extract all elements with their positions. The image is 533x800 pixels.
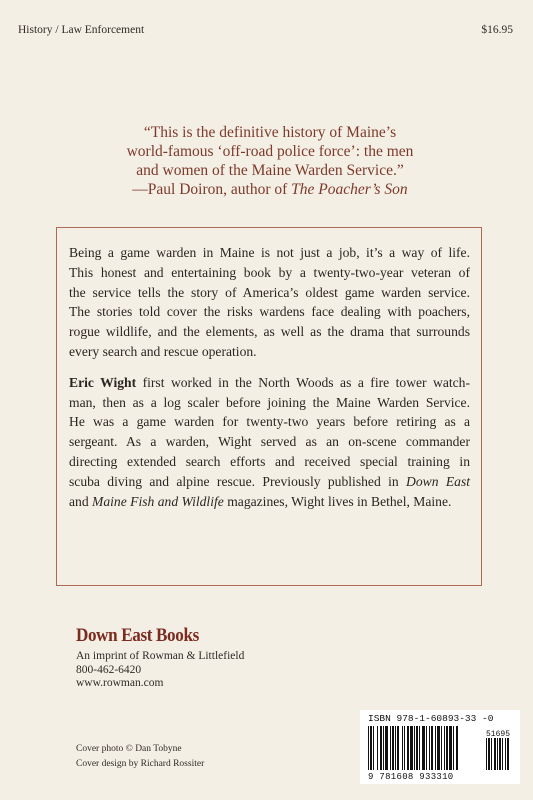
magazine-title: Down East [406,473,471,489]
publisher-block [76,625,244,691]
price-code: 51695 [486,730,511,739]
publisher-info [76,650,244,691]
price-label: $16.95 [481,24,513,36]
attribution-prefix: —Paul Doiron, author of [132,181,292,198]
description-box [56,227,482,586]
photo-credit: Cover photo © Dan Tobyne [76,744,182,754]
website-link[interactable]: www.rowman.com [76,677,164,689]
text-line: and Maine Fish and Wildlife magazines, Wight lives in Bethel, Maine. [69,493,452,509]
text-line: the service tells the story of America’s oldest game warden service. [69,284,470,300]
text-line: scuba diving and alpine rescue. Previously published in Down East [69,473,471,489]
text-line: He was a game warden for twenty-two years before retiring as a [69,414,470,430]
imprint-line: An imprint of Rowman & Littlefield [76,650,245,662]
isbn-number: ISBN 978-1-60893-33 -0 [368,713,494,724]
author-name: Eric Wight [69,374,137,390]
text-line: Eric Wight first worked in the North Woods as a fire tower watch- [69,374,471,390]
endorsement-quote [60,123,480,199]
isbn-barcode [360,710,520,784]
text-line: Being a game warden in Maine is not just a job, it’s a way of life. [69,245,470,260]
quote-line: and women of the Maine Warden Service.” [136,162,404,179]
magazine-title: Maine Fish and Wildlife [92,493,224,509]
publisher-logo: Down East Books [76,625,199,646]
category-label: History / Law Enforcement [18,24,145,36]
design-credit: Cover design by Richard Rossiter [76,758,205,769]
text-line: rogue wildlife, and the elements, as well as the drama that surrounds [69,324,470,340]
text-line: directing extended search efforts and received special training in [69,453,470,469]
attribution-book-title: The Poacher’s Son [291,181,408,198]
text-line: every search and rescue operation. [69,343,257,359]
text-line: sergeant. As a warden, Wight served as an on-scene commander [69,434,470,450]
barcode-digits: 9 781608 933310 [368,772,454,782]
text-line: This honest and entertaining book by a twenty-two-year veteran of [69,264,470,280]
book-description [69,243,470,362]
text-line: man, then as a log scaler before joining the Maine Warden Service. [69,394,470,410]
quote-attribution [60,180,480,199]
phone-number: 800-462-6420 [76,663,142,676]
text-line: The stories told cover the risks wardens face dealing with poachers, [69,304,470,320]
quote-line: world-famous ‘off-road police force’: the men [126,143,414,160]
cover-credits [76,742,204,771]
quote-line: “This is the definitive history of Maine’s [143,124,397,141]
author-bio [69,373,470,512]
